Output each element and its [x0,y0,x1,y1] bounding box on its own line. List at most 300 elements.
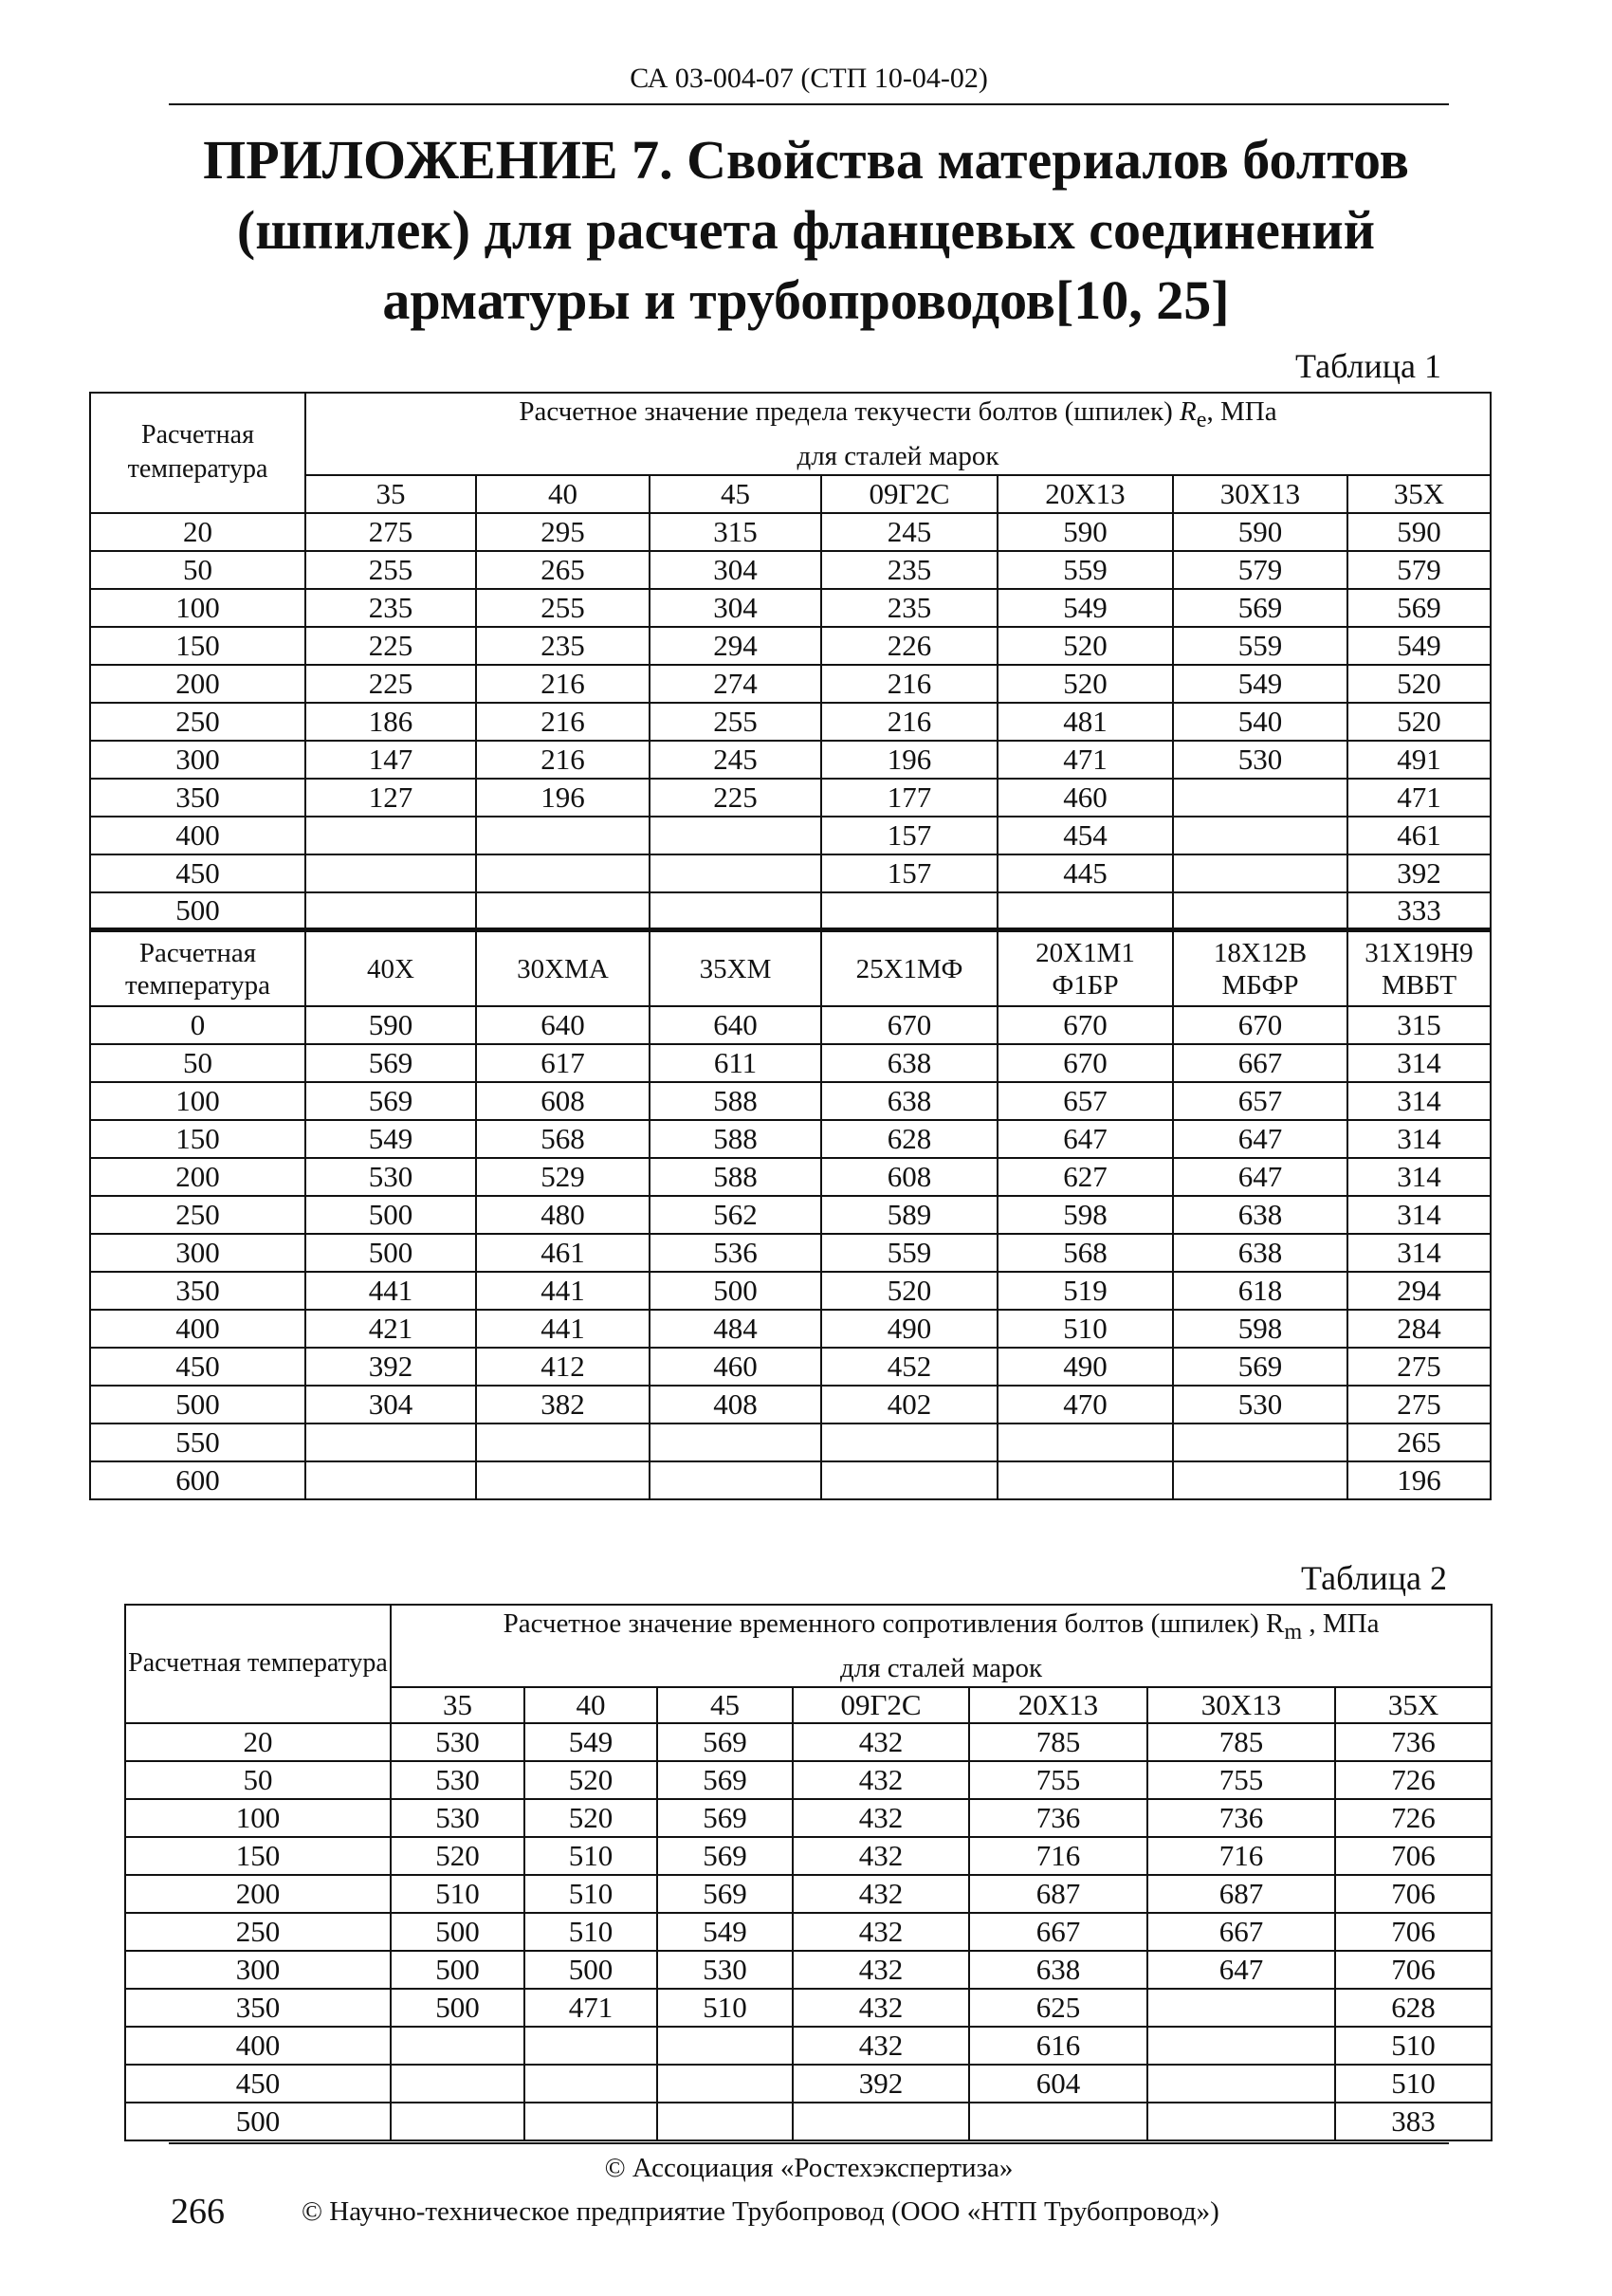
table1-value-cell: 588 [650,1120,821,1158]
table2-temp-cell: 450 [125,2065,391,2103]
table1-value-cell [476,1424,650,1461]
table2-value-cell: 432 [793,1951,969,1989]
table1-value-cell: 657 [998,1082,1173,1120]
table-row [90,1006,1491,1044]
table1-value-cell: 589 [821,1196,998,1234]
table1-value-cell [305,1461,476,1499]
table1-value-cell: 590 [1173,513,1347,551]
table1-temp-cell: 50 [90,551,305,589]
table1-value-cell: 445 [998,854,1173,892]
table2-value-cell [391,2027,524,2065]
table-row [90,703,1491,741]
header-rule [169,103,1449,105]
table1-value-cell: 274 [650,665,821,703]
table-row [90,779,1491,817]
table1-value-cell [650,1461,821,1499]
table2-temp-cell: 50 [125,1761,391,1799]
table2-value-cell: 755 [1147,1761,1335,1799]
table1-value-cell [1173,1424,1347,1461]
table1-temp-cell: 100 [90,1082,305,1120]
table1-part2-grade-header [821,930,998,1006]
table2 [124,1604,1493,2141]
table2-value-cell: 706 [1335,1837,1492,1875]
table1-grade-header: 20Х13 [998,475,1173,513]
table2-value-cell: 432 [793,1989,969,2027]
table1-value-cell [305,1424,476,1461]
table1-value-cell: 569 [305,1082,476,1120]
table1-value-cell: 461 [476,1234,650,1272]
table1-value-cell: 549 [998,589,1173,627]
table2-temp-header: Расчетная температура [125,1605,391,1723]
table1-temp-cell: 150 [90,627,305,665]
table1-value-cell: 520 [1347,665,1491,703]
table1-value-cell: 333 [1347,892,1491,930]
grade-line-2: МВБТ [1381,969,1457,1001]
title-line-1: ПРИЛОЖЕНИЕ 7. Свойства материалов болтов [203,129,1409,191]
table1-value-cell: 235 [821,551,998,589]
table2-value-cell: 530 [391,1761,524,1799]
table1-temp-cell: 550 [90,1424,305,1461]
table2-value-cell [524,2065,657,2103]
table1-value-cell: 530 [1173,1386,1347,1424]
table1-value-cell: 638 [1173,1196,1347,1234]
table1-value-cell: 461 [1347,817,1491,854]
table2-value-cell: 706 [1335,1875,1492,1913]
table1-temp-cell: 400 [90,1310,305,1348]
table2-value-cell: 736 [1335,1723,1492,1761]
table-row [90,892,1491,930]
table-row [90,1424,1491,1461]
table-row [90,551,1491,589]
table1-value-cell: 670 [998,1006,1173,1044]
table1-value-cell: 265 [476,551,650,589]
table1-temp-cell: 500 [90,892,305,930]
table1-value-cell: 638 [821,1082,998,1120]
table1-value-cell: 255 [305,551,476,589]
table2-temp-cell: 200 [125,1875,391,1913]
table1-value-cell: 608 [821,1158,998,1196]
table1-value-cell: 519 [998,1272,1173,1310]
table1-value-cell: 294 [650,627,821,665]
table1-part2-grade-header [1173,930,1347,1006]
table2-value-cell: 471 [524,1989,657,2027]
grade-line-1: 20Х1М1 [1035,937,1135,968]
table-row [125,1799,1492,1837]
table1-value-cell: 382 [476,1386,650,1424]
table1-grade-header: 09Г2С [821,475,998,513]
table1-value-cell: 568 [476,1120,650,1158]
table1-value-cell [1173,1461,1347,1499]
table-row [125,2027,1492,2065]
table1-value-cell: 598 [1173,1310,1347,1348]
table2-value-cell: 785 [969,1723,1147,1761]
table1-value-cell: 484 [650,1310,821,1348]
table-row [90,1461,1491,1499]
table1-value-cell: 520 [998,665,1173,703]
table1-value-cell: 611 [650,1044,821,1082]
footer-copyright-1: © Ассоциация «Ростехэкспертиза» [604,2153,1014,2183]
table2-grade-header: 40 [524,1687,657,1723]
table1-value-cell: 638 [821,1044,998,1082]
table-row [125,1723,1492,1761]
table2-value-cell: 500 [391,1989,524,2027]
table1-value-cell: 226 [821,627,998,665]
table1-value-cell: 540 [1173,703,1347,741]
table1-value-cell: 235 [305,589,476,627]
table1-part2-temp-header: Расчетная температура [90,930,305,1006]
table2-grade-header: 35Х [1335,1687,1492,1723]
table2-value-cell: 500 [391,1913,524,1951]
table2-value-cell [1147,2027,1335,2065]
table1-value-cell: 491 [1347,741,1491,779]
table1-value-cell [821,1424,998,1461]
table1-value-cell: 590 [305,1006,476,1044]
table-row [90,1272,1491,1310]
table1-value-cell: 618 [1173,1272,1347,1310]
table2-value-cell: 625 [969,1989,1147,2027]
table1-value-cell: 549 [1173,665,1347,703]
table1-temp-cell: 250 [90,1196,305,1234]
table1-value-cell [998,892,1173,930]
table1-value-cell: 460 [998,779,1173,817]
table2-grade-header: 09Г2С [793,1687,969,1723]
table2-temp-cell: 300 [125,1951,391,1989]
table2-value-cell: 530 [391,1723,524,1761]
table2-value-cell: 510 [657,1989,793,2027]
table-row [90,665,1491,703]
table1-grade-header: 35 [305,475,476,513]
table1-value-cell: 617 [476,1044,650,1082]
table2-value-cell: 510 [391,1875,524,1913]
table1-value-cell [305,817,476,854]
table1-value-cell: 529 [476,1158,650,1196]
table2-value-cell: 500 [524,1951,657,1989]
table2-temp-cell: 400 [125,2027,391,2065]
table1-value-cell: 245 [821,513,998,551]
table2-temp-cell: 20 [125,1723,391,1761]
title-line-3: арматуры и трубопроводов[10, 25] [382,269,1230,331]
table1-value-cell: 670 [998,1044,1173,1082]
table1-value-cell: 471 [1347,779,1491,817]
table1-value-cell: 520 [821,1272,998,1310]
table1-value-cell: 638 [1173,1234,1347,1272]
table2-grade-header: 35 [391,1687,524,1723]
table-row [90,1348,1491,1386]
table-row [90,1044,1491,1082]
table1-temp-cell: 100 [90,589,305,627]
table1-value-cell [821,1461,998,1499]
table2-value-cell [391,2103,524,2140]
table1-group-header [305,393,1491,475]
table1-value-cell: 657 [1173,1082,1347,1120]
table1-value-cell: 670 [821,1006,998,1044]
table1-value-cell [1173,817,1347,854]
table1-part2-header-row [90,930,1491,1006]
table2-value-cell: 667 [969,1913,1147,1951]
table1-value-cell: 481 [998,703,1173,741]
table1-value-cell: 520 [998,627,1173,665]
table1-value-cell: 500 [305,1234,476,1272]
table2-value-cell: 755 [969,1761,1147,1799]
table2-value-cell: 736 [1147,1799,1335,1837]
table1-value-cell: 295 [476,513,650,551]
grade-line-1: 18Х12В [1213,937,1308,968]
table2-value-cell [524,2027,657,2065]
table1-value-cell: 647 [1173,1158,1347,1196]
table-row [125,1989,1492,2027]
page-number: 266 [171,2192,225,2232]
table1-value-cell: 579 [1347,551,1491,589]
grade-line-1: 30ХМА [517,953,609,984]
table1-value-cell: 441 [476,1310,650,1348]
table2-value-cell: 716 [1147,1837,1335,1875]
table1-units: , МПа [1206,396,1277,427]
table1-value-cell: 284 [1347,1310,1491,1348]
table1-value-cell: 225 [650,779,821,817]
table2-value-cell: 530 [391,1799,524,1837]
table1-temp-cell: 300 [90,741,305,779]
table2-value-cell: 520 [524,1761,657,1799]
table1-grade-header: 45 [650,475,821,513]
table1-temp-cell: 20 [90,513,305,551]
table1-value-cell: 628 [821,1120,998,1158]
grade-line-1: 25Х1МФ [855,953,963,984]
table1-value-cell: 536 [650,1234,821,1272]
table-row [125,1951,1492,1989]
table1-temp-cell: 500 [90,1386,305,1424]
table1-value-cell: 196 [476,779,650,817]
table1-value-cell: 569 [305,1044,476,1082]
table2-value-cell: 726 [1335,1761,1492,1799]
table2-value-cell: 510 [524,1875,657,1913]
table1-group-header-text: Расчетное значение предела текучести болтов (шпилек) [519,396,1173,427]
table-row [90,1386,1491,1424]
table1-value-cell: 408 [650,1386,821,1424]
table1-group-header-sub: для сталей марок [797,440,999,471]
table2-value-cell: 549 [657,1913,793,1951]
table2-value-cell: 432 [793,1761,969,1799]
table2-value-cell: 510 [1335,2065,1492,2103]
table2-temp-cell: 350 [125,1989,391,2027]
table1-value-cell: 510 [998,1310,1173,1348]
table1-grade-header: 35Х [1347,475,1491,513]
table1-symbol: R [1180,396,1197,427]
table1-value-cell: 500 [650,1272,821,1310]
table1-value-cell: 441 [476,1272,650,1310]
table1-value-cell: 579 [1173,551,1347,589]
table1-value-cell [476,892,650,930]
table1-temp-cell: 200 [90,665,305,703]
table1-value-cell: 315 [650,513,821,551]
table1-part2-grade-header [305,930,476,1006]
table2-temp-cell: 250 [125,1913,391,1951]
table2-temp-cell: 500 [125,2103,391,2140]
table1-value-cell: 314 [1347,1120,1491,1158]
table1-value-cell: 608 [476,1082,650,1120]
grade-line-2: МБФР [1221,969,1299,1001]
table2-value-cell: 785 [1147,1723,1335,1761]
table1-value-cell: 412 [476,1348,650,1386]
table1-value-cell: 225 [305,665,476,703]
table1-value-cell: 157 [821,854,998,892]
running-header: СА 03-004-07 (СТП 10-04-02) [630,63,988,94]
table1-value-cell: 314 [1347,1158,1491,1196]
table1-temp-cell: 400 [90,817,305,854]
table1-value-cell: 392 [305,1348,476,1386]
table-row [90,741,1491,779]
table1-value-cell: 490 [998,1348,1173,1386]
table2-value-cell: 638 [969,1951,1147,1989]
table1-value-cell: 452 [821,1348,998,1386]
table1-value-cell: 627 [998,1158,1173,1196]
table2-group-header-text: Расчетное значение временного сопротивления болтов (шпилек) [503,1608,1259,1639]
table2-value-cell [1147,2065,1335,2103]
table1-value-cell: 559 [1173,627,1347,665]
table2-value-cell: 510 [524,1913,657,1951]
table2-value-cell: 716 [969,1837,1147,1875]
table2-value-cell: 569 [657,1761,793,1799]
table1-value-cell: 559 [998,551,1173,589]
table1-value-cell: 590 [1347,513,1491,551]
table2-value-cell [657,2103,793,2140]
table1-temp-cell: 250 [90,703,305,741]
table1-value-cell: 147 [305,741,476,779]
table1-grade-header: 40 [476,475,650,513]
table2-value-cell: 432 [793,1799,969,1837]
table1-temp-cell: 300 [90,1234,305,1272]
table1-temp-header: Расчетная температура [90,393,305,513]
table1-value-cell: 647 [998,1120,1173,1158]
grade-line-1: 31Х19Н9 [1365,937,1474,968]
table2-symbol-sub: m [1284,1618,1303,1644]
grade-line-1: 40Х [367,953,414,984]
table1-value-cell: 275 [305,513,476,551]
table1-temp-cell: 350 [90,1272,305,1310]
table-row [125,1761,1492,1799]
table1-value-cell: 454 [998,817,1173,854]
table1-value-cell [650,892,821,930]
table2-temp-cell: 100 [125,1799,391,1837]
table1-value-cell: 647 [1173,1120,1347,1158]
table1-value-cell: 588 [650,1082,821,1120]
table1-value-cell: 235 [476,627,650,665]
table2-value-cell [657,2065,793,2103]
table1-value-cell: 216 [821,703,998,741]
table2-value-cell: 432 [793,1913,969,1951]
table1-value-cell: 500 [305,1196,476,1234]
table1-value-cell: 667 [1173,1044,1347,1082]
table1-value-cell: 392 [1347,854,1491,892]
table2-value-cell [1147,2103,1335,2140]
table-row [125,1837,1492,1875]
table2-value-cell [793,2103,969,2140]
table1-value-cell: 235 [821,589,998,627]
table2-value-cell: 383 [1335,2103,1492,2140]
table1-value-cell [305,892,476,930]
table1-value-cell: 265 [1347,1424,1491,1461]
table2-value-cell: 706 [1335,1951,1492,1989]
table2-value-cell: 520 [524,1799,657,1837]
table1-value-cell: 157 [821,817,998,854]
table1-value-cell: 588 [650,1158,821,1196]
table2-value-cell: 647 [1147,1951,1335,1989]
table1-caption: Таблица 1 [1295,347,1441,385]
table2-group-header-sub: для сталей марок [839,1652,1043,1683]
table1-value-cell: 471 [998,741,1173,779]
table1-grade-header: 30Х13 [1173,475,1347,513]
table1-value-cell: 216 [821,665,998,703]
table1-value-cell: 275 [1347,1348,1491,1386]
table1-value-cell [1173,892,1347,930]
table-row [90,1082,1491,1120]
table1-value-cell: 441 [305,1272,476,1310]
table1-value-cell: 598 [998,1196,1173,1234]
table2-group-header [391,1605,1492,1687]
table2-value-cell: 392 [793,2065,969,2103]
table1-value-cell: 402 [821,1386,998,1424]
grade-line-2: Ф1БР [1052,969,1119,1001]
table1-value-cell: 314 [1347,1044,1491,1082]
table1-value-cell: 177 [821,779,998,817]
table1-value-cell [1173,779,1347,817]
table1-temp-cell: 600 [90,1461,305,1499]
table1-value-cell [650,854,821,892]
table1-part2-grade-header [650,930,821,1006]
table2-value-cell: 604 [969,2065,1147,2103]
table-row [90,1120,1491,1158]
table2-value-cell [969,2103,1147,2140]
table2-value-cell [391,2065,524,2103]
table1-value-cell [305,854,476,892]
table1-temp-cell: 50 [90,1044,305,1082]
table1-value-cell: 530 [1173,741,1347,779]
table2-value-cell: 687 [1147,1875,1335,1913]
table1-value-cell: 640 [476,1006,650,1044]
table1-value-cell [650,1424,821,1461]
table2-value-cell: 726 [1335,1799,1492,1837]
table1-value-cell: 196 [821,741,998,779]
table2-caption: Таблица 2 [1301,1559,1447,1597]
table2-value-cell: 549 [524,1723,657,1761]
table2-value-cell: 569 [657,1723,793,1761]
table1-value-cell [821,892,998,930]
table1-value-cell: 490 [821,1310,998,1348]
table1-value-cell: 460 [650,1348,821,1386]
table1-value-cell: 304 [305,1386,476,1424]
table-row [90,1196,1491,1234]
table1-value-cell [476,854,650,892]
table2-temp-cell: 150 [125,1837,391,1875]
table1-value-cell [476,817,650,854]
table1-value-cell: 245 [650,741,821,779]
table2-grade-header: 20Х13 [969,1687,1147,1723]
table2-value-cell: 667 [1147,1913,1335,1951]
table2-value-cell: 628 [1335,1989,1492,2027]
table-row [90,1158,1491,1196]
table2-value-cell: 510 [1335,2027,1492,2065]
table1-value-cell: 562 [650,1196,821,1234]
table-row [90,817,1491,854]
table1-value-cell: 549 [305,1120,476,1158]
table2-value-cell: 569 [657,1875,793,1913]
table1-value-cell: 569 [1347,589,1491,627]
table1-value-cell: 314 [1347,1196,1491,1234]
table1-temp-cell: 450 [90,1348,305,1386]
table1-value-cell: 255 [476,589,650,627]
table1-value-cell: 480 [476,1196,650,1234]
table1 [89,392,1492,1500]
table2-value-cell: 687 [969,1875,1147,1913]
